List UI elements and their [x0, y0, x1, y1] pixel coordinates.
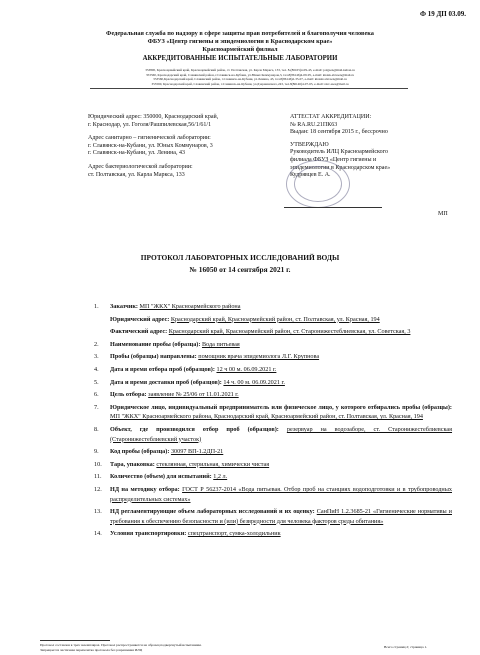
approver-position: Руководитель ИЛЦ Красноармейского [290, 149, 388, 156]
item-label: Дата и время отбора проб (образцов): [110, 365, 215, 373]
header-institution: ФБУЗ «Центр гигиены и эпидемиологии в Краснодарском крае» [147, 38, 333, 45]
header-contact-line: 353560,Краснодарский край, Славянский район, г.Славянск-на-Кубани, ул.Ленина, 43, тел.8(86146)2-35-07, e-mail: kisiakt-slavsen@mail.ru [153, 77, 347, 81]
official-stamp-inner-ring [294, 166, 342, 202]
protocol-item [88, 472, 452, 482]
protocol-item [88, 352, 452, 362]
item-number: 5. [94, 378, 99, 386]
item-value: Краснодарский край, Красноармейский район, ст. Старонижестеблиевская, ул. Советская, 3 [168, 328, 411, 336]
item-value: МП "ЖКХ" Красноармейского района, Краснодарский край, Красноармейский район, ст. Полтавская, ул. Красная, 194 [110, 413, 423, 421]
protocol-item [88, 460, 452, 470]
item-value: 14 ч. 00 м. 06.09.2021 г. [223, 378, 285, 386]
legal-address-label: Юридический адрес: 350000, Краснодарский край, [88, 114, 219, 120]
seal-place-mark: МП [438, 211, 448, 217]
header-contact-line: 353560, Краснодарский край, Славянский район, г.Славянск-на-Кубани, ул.Дзержинского,243, тел.8(86146)4-07-65, e-mail: slav-sses@mail.ru [151, 81, 349, 86]
item-label: Условия транспортировки: [110, 530, 187, 538]
protocol-item [88, 378, 452, 388]
legal-address-value: г. Краснодар, ул. Гоголя/Рашпилевская,56/1/61/1 [88, 121, 212, 128]
protocol-item [88, 390, 452, 400]
accreditation-number: № RA.RU.21ПК63 [290, 121, 338, 128]
sanitary-lab-address: г. Славянск-на-Кубани, ул. Юных Коммунаров, 3 [88, 142, 213, 149]
item-value: ГОСТ Р 56237-2014 «Вода питьевая. Отбор проб на станциях водоподготовки и в трубопроводных распределительных системах» [110, 485, 452, 503]
approver-position: филиала ФБУЗ «Центр гигиены и [290, 156, 377, 163]
item-value: 30097 ВП-1.2ДП-21 [170, 448, 224, 456]
item-label: Заказчик: [110, 303, 138, 310]
item-label: Дата и время доставки проб (образцов): [110, 378, 222, 386]
protocol-item [88, 340, 452, 350]
item-value: резервуар на водозаборе, ст. Старонижестеблиевская (Старонижестеблиевский участок) [110, 425, 453, 443]
item-number: 7. [94, 403, 99, 411]
page-counter: Всего страниц 2; страница 1. [384, 645, 428, 649]
protocol-item [88, 425, 452, 444]
item-value: спецтранспорт, сумка-холодильник [187, 530, 281, 538]
bact-lab-address: ст. Полтавская, ул. Карла Маркса, 133 [88, 171, 185, 178]
footer-divider [40, 640, 110, 641]
protocol-item [88, 365, 452, 375]
footer-note: Протокол составлен в трех экземплярах. Протокол распространяется на образец подвергнутый испытаниям. [40, 643, 202, 647]
item-value: 12 ч 00 м. 06.09.2021 г. [216, 365, 277, 373]
approve-heading: УТВЕРЖДАЮ [290, 141, 329, 148]
item-value: Вода питьевая [201, 340, 240, 348]
item-label: Пробы (образцы) направлены: [110, 353, 197, 361]
item-value: МП "ЖКХ" Красноармейского района [139, 303, 241, 310]
footer-notes [40, 643, 202, 652]
item-label: Фактический адрес: [110, 328, 168, 336]
signature-line [284, 207, 382, 208]
item-value: заявление № 25/06 от 11.01.2021 г. [148, 391, 239, 399]
protocol-item [88, 403, 452, 422]
footer-note: Запрещается частичная перепечатка протокола без разрешения ИЛЦ [40, 647, 143, 652]
item-label: Юридический адрес: [110, 315, 170, 323]
protocol-item [88, 447, 452, 457]
item-value: Краснодарский край, Красноармейский район, ст. Полтавская, ул. Красная, 194 [170, 315, 380, 323]
item-label: Юридическое лицо, индивидуальный предприниматель или физическое лицо, у которого отбирались пробы (образцы): [110, 403, 452, 411]
protocol-item [88, 507, 452, 526]
protocol-item [88, 529, 452, 539]
item-label: Наименование пробы (образца): [110, 340, 201, 348]
protocol-items [88, 302, 452, 539]
item-number: 14. [94, 530, 102, 538]
item-number: 2. [94, 340, 99, 348]
item-number: 13. [94, 508, 102, 516]
item-number: 6. [94, 391, 99, 399]
accreditation-issued: Выдан: 18 сентября 2015 г., бессрочно [290, 129, 388, 136]
item-number: 1. [94, 303, 99, 310]
item-value: 1,2 л. [213, 473, 228, 481]
item-value: стеклянная, стерильная, химически чистая [156, 460, 270, 468]
item-number: 3. [94, 353, 99, 361]
item-label: Объект, где производился отбор проб (образцов): [110, 425, 279, 433]
protocol-number: № 16050 от 14 сентября 2021 г. [189, 265, 291, 274]
item-label: Тара, упаковка: [110, 460, 155, 468]
addresses-block [88, 114, 288, 185]
item-number: 11. [94, 473, 102, 481]
item-label: Цель отбора: [110, 391, 147, 399]
item-value: помощник врача эпидемиолога Л.Г. Крупнова [198, 353, 320, 361]
item-label: Код пробы (образца): [110, 448, 170, 456]
form-code: Ф 19 ДП 03.09. [419, 10, 466, 18]
approver-name: Кудрявцев Е. А. [290, 172, 331, 179]
item-label: НД регламентирующие объем лабораторных исследований и их оценку: [110, 508, 315, 516]
protocol-item [88, 315, 452, 325]
header-contact-line: 353560, Краснодарский край, Славянский район, г.Славянск-на-Кубани, ул.Юных Коммунаров,3, тел.8(86146)4-09-95, e-mail: kisiak-slavsen@mail.ru [146, 72, 354, 77]
item-label: Количество (объем) для испытаний: [110, 473, 212, 481]
header-divider [90, 88, 408, 89]
protocol-title: ПРОТОКОЛ ЛАБОРАТОРНЫХ ИССЛЕДОВАНИЙ ВОДЫ [140, 253, 340, 262]
sanitary-lab-label: Адрес санитарно – гигиенической лаборатории: [88, 135, 211, 142]
protocol-item [88, 485, 452, 504]
header-labs-title: АККРЕДИТОВАННЫЕ ИСПЫТАТЕЛЬНЫЕ ЛАБОРАТОРИИ [142, 55, 338, 62]
approver-position: эпидемиологии в Краснодарском крае» [290, 164, 391, 171]
bact-lab-label: Адрес бактериологической лаборатории: [88, 163, 193, 170]
accreditation-label: АТТЕСТАТ АККРЕДИТАЦИИ: [290, 114, 372, 120]
item-number: 12. [94, 485, 102, 493]
item-number: 8. [94, 425, 99, 433]
protocol-item [88, 302, 452, 312]
protocol-item [88, 327, 452, 337]
item-value: СанПиН 1.2.3685-21 «Гигиенические нормативы и требования к обеспечению безопасности и (или) безвредности для человека факторов среды обитания» [110, 508, 452, 525]
header-contact-line: 353800, Красноармейский край, Красноармейский район, ст. Полтавская, ул. Карла Маркса, 133, тел. 8-(86165)4-09-43, e-mail: polgsen@mail.kuban.ru [145, 68, 355, 72]
header-branch: Красноармейский филиал [202, 46, 278, 53]
header-agency: Федеральная служба по надзору в сфере защиты прав потребителей и благополучия человека [106, 30, 374, 37]
item-number: 10. [94, 460, 102, 468]
item-label: НД на методику отбора: [110, 485, 180, 493]
item-number: 4. [94, 365, 99, 373]
item-number: 9. [94, 448, 99, 456]
sanitary-lab-address: г. Славянск-на-Кубани, ул. Ленина, 43 [88, 150, 185, 157]
